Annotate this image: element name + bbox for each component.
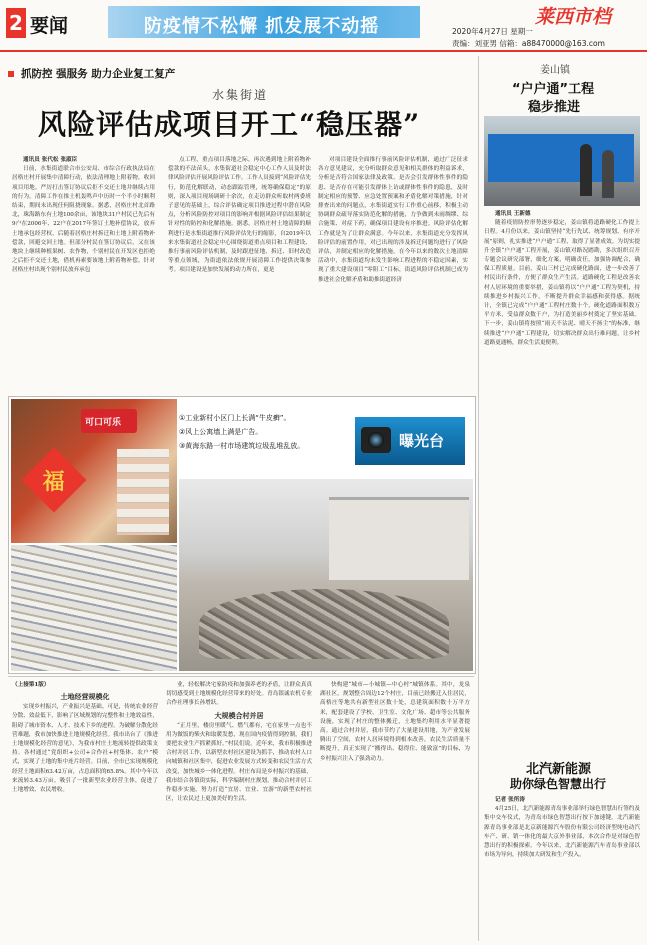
photo-1 — [11, 399, 177, 543]
banner-text: 防疫情不松懈 抓发展不动摇 — [144, 16, 380, 37]
bottom-col-1-text: 实现乡村振兴，产业振兴是基础。可是，传统农业经营分散、效益低下，影响了区域规划的完整性和土地效益性，阻碍了城市资本、人才、技术下乡的进程。为破解分散化经营难题，我市加快推进土地规模化经营。我市出台了《推进土地规模化经营的意见》，为我市村庄土地流转提供政策支持。各村通过“党组织+公司+合作社+村集体、农户”模式，实现了土地的集中连片经营。目前，全市已实现规模化经营土地面积63.42万亩，占总面积的65.8%。其中今年以来流转3.43万亩。吸引了一批新型农业经营主体，促进了土地增效、农民增收。 — [12, 704, 158, 794]
header-rule — [0, 50, 647, 52]
fu-character: 福 — [42, 469, 65, 495]
right-top-kicker: 姜山镇 — [540, 65, 570, 76]
bottom-col-2-text: “正月里，楼房里暖气、燃气都有，宅在家里一点也不用为做饭的柴火和取暖发愁，现在国内疫情得到控制，我们要把农业生产抓紧抓好。”村民们说。近年来，我市积极推进合村并居工作，以新型农村社区建设为抓手，推动农村人口向城镇和社区集中，促进农业发展方式转变和农民生活方式改变，加快城乡一体化进程。村庄布局是乡村振兴的基础，我市结合各镇街实际，科学编制村庄规划，推动合村并居工作稳步实施，努力打造“宜居、宜业、宜游”的新型农村社区，让农民过上更加美好的生活。 — [166, 722, 312, 803]
camera-lens — [368, 432, 384, 448]
flyers — [117, 449, 169, 535]
bottom-col-2-lead: 业，轻松解决宅家防疫和加强养老的矛盾，让群众真真切切感受到土地规模化经营带来的好处。青岛银诚农机专业合作社理事长孙增跃。 — [166, 682, 312, 707]
right-column-rule — [478, 56, 479, 941]
fu-sticker — [21, 447, 86, 512]
right-top-title-2: 稳步推进 — [528, 100, 581, 115]
camera-icon — [361, 427, 391, 453]
page-number-box — [6, 8, 26, 38]
caption-1: ①工业新村小区门上长满“牛皮癣”。 — [179, 414, 291, 422]
main-byline: 通讯员 张代松 张淑臣 — [23, 157, 78, 163]
main-col-1-text: 日前，水集街道联合市公安局、市综合行政执法局在居格庄村开展集中清障行动，依法清理地上附着物，收回项目用地。严厉打击签订协议后拒不交还土地并继续占用的行为。清障工作在推土机轰鸣声中历时一个半小时顺利结束，期间未出现任何阻挠现象。据悉，居格庄村北首路北，珠海路东有土地100余亩，该地块31户村民已先后有9户在2006年、22户在2017年签订土地补偿协议，放弃土地承包经营权，后随着居格庄村拆迁和土地上附着物补偿款，回避交回土地。但部分村民在签订协议后，又在该地块上继续种植果树、农作物，个别村民在开发区也拒绝之后拒不交还土地，借机再索要该地上附着物补偿。针对居格庄村出现个别村民放弃承包 — [12, 166, 155, 274]
expose-badge-text: 曝光台 — [399, 432, 445, 450]
subhead: 水集街道 — [212, 88, 269, 102]
right-top-text: 随着疫情防控形势逐步稳定，姜山镇将道路硬化工作提上日程。4月份以来，姜山镇坚持“先行先试、统筹规划、有序开展”原则，扎实推进“户户通”工程，取得了显著成效。为切实提升全镇“户户通”工程开展，姜山镇对路况踏勘，多次组织召开专题会议研究部署，细化方案，明确责任，加强协调配合，确保工程质量。目前，姜山三村已完成硬化路面，进一步改善了村民出行条件，方便了群众生产生活。道路硬化工程是改善农村人居环境的重要举措，姜山镇将以“户户通”工程为契机，持续推进乡村振兴工作，不断提升群众幸福感和获得感。据统计，全镇已完成“户户通”工程村庄数十个，硬化道路面积数万平方米，受益群众数千户，为打造美丽乡村奠定了坚实基础。下一步，姜山镇将按照“雨天不沾泥、晴天不扬尘”的标准，继续推进“户户通”工程建设，切实解决群众出行难问题，让乡村道路更通畅，群众生活更便利。 — [484, 220, 640, 346]
kicker-marker — [8, 71, 14, 77]
main-col-3-text: 对项目建设全面推行事前风险评估机制，通过广泛征求各方意见建议，充分听取群众意见和相关群体的利益诉求，分析是否符合国家法律及政策、是否会引发群体性事件的隐患、是否存在可能引发群体上访或群体性事件的隐患，及时制定相应的预警、应急处置预案和矛盾化解对策措施，针对排查出来的问题点，水集街道实行工作重心前移，积极主动协调群众疏导落实防范化解的措施，力争做到未雨绸缪、综合施策、对症下药，确保项目建设有序推进。风险评估化解工作就是为了让群众满意。今年以来，水集街道充分发挥风险评估的前置作用，对已出现的涉及拆迁问题均进行了风险评估，并制定相应的化解措施。在今年以来的数次土地清障活动中，水集街道均未发生影响工程进程的不稳定因素，实现了重大建设项目“零阻工”目标，街道风险评估机制已成为推进社会化解矛盾和助推街道经济 — [318, 157, 468, 283]
right-top-byline: 通讯员 王新德 — [495, 211, 531, 217]
worker-2 — [602, 150, 614, 198]
cola-sign — [81, 409, 137, 433]
main-col-2 — [168, 156, 311, 362]
debris-pile — [199, 589, 449, 659]
banner — [108, 6, 420, 38]
bottom-sub-2: 大规模合村并居 — [214, 710, 264, 720]
section-name: 要闻 — [30, 15, 69, 37]
worker-1 — [580, 144, 592, 196]
bottom-col-3 — [320, 681, 470, 939]
caption-3: ③黄海东路一村市场建筑垃圾乱堆乱放。 — [179, 442, 305, 450]
bottom-col-2 — [166, 681, 312, 939]
right-top-title: “户户通”工程 — [512, 82, 595, 97]
right-bottom-title: 北汽新能源 — [526, 762, 592, 777]
kicker: 抓防控 强服务 助力企业复工复产 — [21, 68, 176, 80]
main-col-1 — [12, 156, 155, 362]
photo-block — [8, 396, 476, 674]
right-bottom-body — [484, 796, 640, 940]
editor-line: 责编：刘亚男 信箱：a88470000@163.com — [452, 39, 605, 48]
bottom-col-3-text: 快构建“城市—小城镇—中心村”城镇体系。其中，龙泉湖社区，规划整合周边12个村庄，目前已经搬迁入住居民，高格庄等地共有新型社区数十处，总建筑面积数十万平方米，配套建设了学校、卫生室、文化广场、超市等公共服务设施，实现了村庄的整体搬迁，土地集约利用水平显著提高。通过合村并居，我市节约了大量建设用地，为产业发展腾出了空间，农村人居环境得到根本改善，农民生活质量不断提升，真正实现了“搬得出、稳得住、能致富”的目标，为乡村振兴注入了强劲动力。 — [320, 682, 470, 762]
right-bottom-text: 4月25日，北汽新能源青岛事业部举行绿色智慧出行签约及集中交车仪式，为青岛市绿色智慧出行按下加速键。北汽新能源青岛事业部是北京新能源汽车股份有限公司经济型纯电动汽车产、研、销一体化的最大京外事业部，本次合作是对绿色智慧出行的积极探索。今年以来，北汽新能源汽车青岛事业部以市场为导向，持续加大研发和生产投入。 — [484, 806, 640, 859]
cola-sign-text: 可口可乐 — [85, 418, 122, 428]
photo-2 — [11, 545, 177, 671]
right-bottom-byline: 记者 张所涛 — [495, 797, 525, 803]
bottom-sub-1: 土地经营规模化 — [60, 692, 110, 702]
main-col-2-text: 点工程，重点项目落地之际，再次遇到地上附着物补偿款的不法苗头，水集街道社会稳定中心工作人员及时法律风险评估开展风险评估工作。工作人员接到“风险评估先行，防范化解联动，动态跟踪管理，统筹确保稳定”的原则，深入项目现场调研十余次，在走访群众听取村两委班子意见的基础上，综合评估确定项目推进过程中潜在风险点，分析风险防控对项目的影响并根据风险评估结果制定针对性的防控和化解措施。据悉，居格庄村土地清障的顺利进行是水集街道推行风险评估先行的缩影，自2019年以来水集街道社会稳定中心围绕街道重点项目和工程建设、推行事前风险评估机制，及时跟进征地、拆迁、旧村改造等重点领域，为街道依法依规开展清障工作提供决策参考。项目建设是加快发展的动力所在，更是 — [168, 157, 311, 274]
building — [329, 497, 469, 580]
page-number: 2 — [9, 11, 23, 35]
caption-2: ②风上公寓墙上满是广告。 — [179, 428, 263, 436]
continued-tag: （上接第1版） — [12, 682, 50, 688]
photo-captions — [179, 411, 339, 453]
bottom-col-1 — [12, 681, 158, 939]
masthead: 莱西市档 — [535, 6, 612, 28]
photo-3 — [179, 479, 473, 671]
issue-date: 2020年4月27日 星期一 — [452, 27, 533, 36]
headline: 风险评估成项目开工“稳压器” — [38, 108, 421, 141]
right-top-photo — [484, 116, 640, 206]
expose-badge — [355, 417, 465, 465]
right-top-body — [484, 210, 640, 630]
main-col-3 — [318, 156, 468, 362]
right-bottom-title-2: 助你绿色智慧出行 — [510, 777, 607, 791]
bottom-section-rule — [8, 676, 474, 677]
header — [0, 0, 647, 52]
